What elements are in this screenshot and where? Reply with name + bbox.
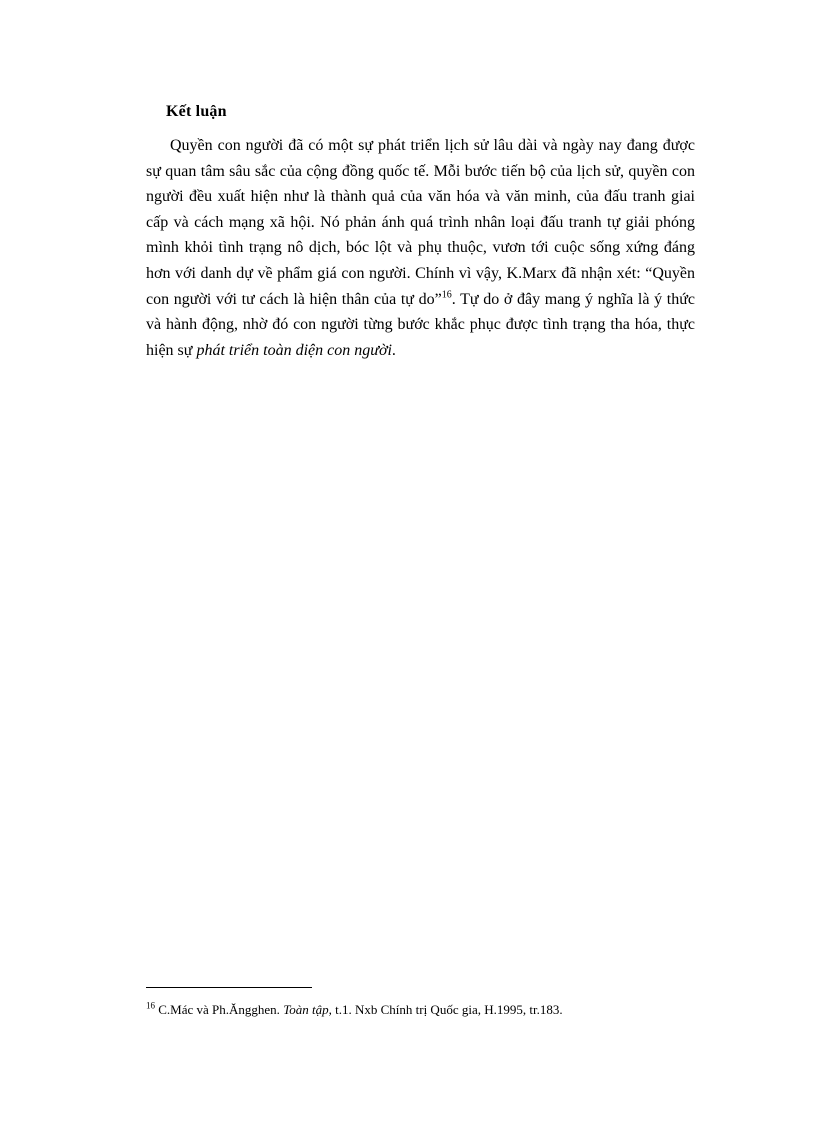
paragraph-text-part-2: . Tự do ở đây mang ý nghĩa là ý thức và hành động, nhờ đó con người từng bước khắc phục được tình trạng tha hóa, thực hiện sự [146,290,696,359]
footnote-reference[interactable]: 16 [441,289,452,301]
footnote-text-after: t.1. Nxb Chính trị Quốc gia, H.1995, tr.183. [331,1002,563,1017]
footnote-number: 16 [146,1000,155,1011]
footnote-separator [146,987,312,988]
paragraph-text-part-1: Quyền con người đã có một sự phát triển lịch sử lâu dài và ngày nay đang được sự quan tâm sâu sắc của cộng đồng quốc tế. Mỗi bước tiến bộ của lịch sử, quyền con người đều xuất hiện như là thành quả của văn hóa và văn minh, của đấu tranh giai cấp và cách mạng xã hội. Nó phản ánh quá trình nhân loại đấu tranh tự giải phóng mình khỏi tình trạng nô dịch, bóc lột và phụ thuộc, vươn tới cuộc sống xứng đáng hơn với danh dự về phẩm giá con người. Chính vì vậy, K.Marx đã nhận xét: “Quyền con người với tư cách là hiện thân của tự do” [146,137,695,308]
paragraph-text-end: . [391,341,396,359]
body-paragraph [146,133,695,363]
section-heading: Kết luận [166,103,227,120]
footnote [146,1002,563,1018]
paragraph-emphasis: phát triển toàn diện con người [196,341,392,359]
footnote-title: Toàn tập, [283,1002,332,1017]
footnote-text-before: C.Mác và Ph.Ăngghen. [155,1002,284,1017]
